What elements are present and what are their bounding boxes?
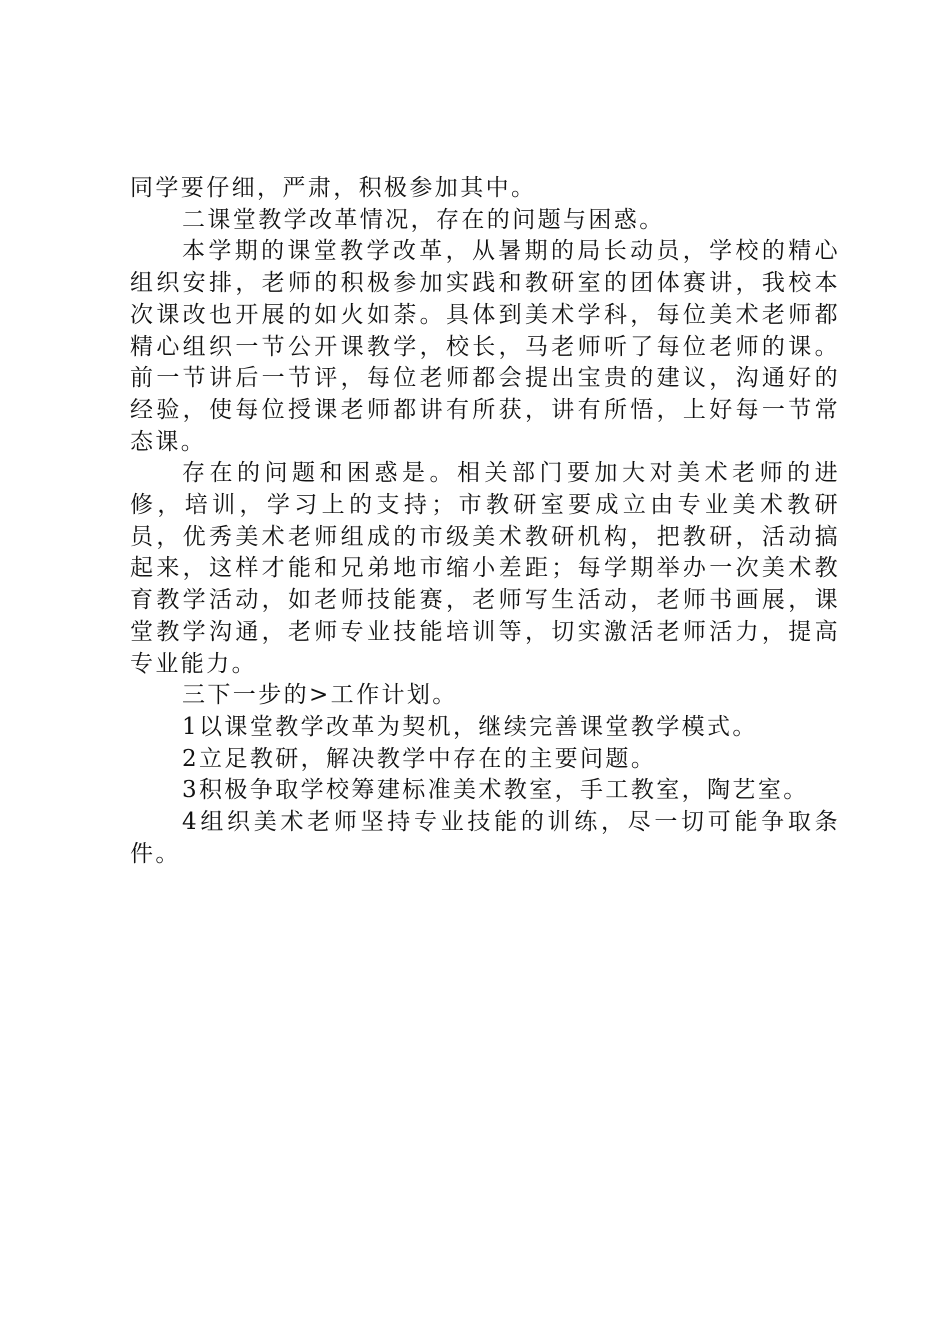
paragraph-reform-overview: 本学期的课堂教学改革，从暑期的局长动员，学校的精心组织安排，老师的积极参加实践和教研室的团体赛讲，我校本次课改也开展的如火如荼。具体到美术学科，每位美术老师都精心组织一节公开课教学，校长，马老师听了每位老师的课。前一节讲后一节评，每位老师都会提出宝贵的建议，沟通好的经验，使每位授课老师都讲有所获，讲有所悟，上好每一节常态课。	[130, 238, 840, 455]
plan-item-3: 3积极争取学校筹建标准美术教室，手工教室，陶艺室。	[182, 777, 809, 804]
plan-item-1: 1以课堂教学改革为契机，继续完善课堂教学模式。	[182, 713, 758, 740]
section-heading-2: 二课堂教学改革情况，存在的问题与困惑。	[182, 206, 665, 233]
section-heading-3: 三下一步的>工作计划。	[182, 682, 458, 709]
paragraph-problems: 存在的问题和困惑是。相关部门要加大对美术老师的进修，培训，学习上的支持；市教研室要成立由专业美术教研员，优秀美术老师组成的市级美术教研机构，把教研，活动搞起来，这样才能和兄弟地市缩小差距；每学期举办一次美术教育教学活动，如老师技能赛，老师写生活动，老师书画展，课堂教学沟通，老师专业技能培训等，切实激活老师活力，提高专业能力。	[130, 460, 840, 677]
paragraph-continuation: 同学要仔细，严肃，积极参加其中。	[130, 175, 537, 201]
plan-item-4: 4组织美术老师坚持专业技能的训练，尽一切可能争取条件。	[130, 809, 840, 867]
plan-item-2: 2立足教研，解决教学中存在的主要问题。	[182, 745, 657, 772]
document-body	[130, 173, 840, 870]
